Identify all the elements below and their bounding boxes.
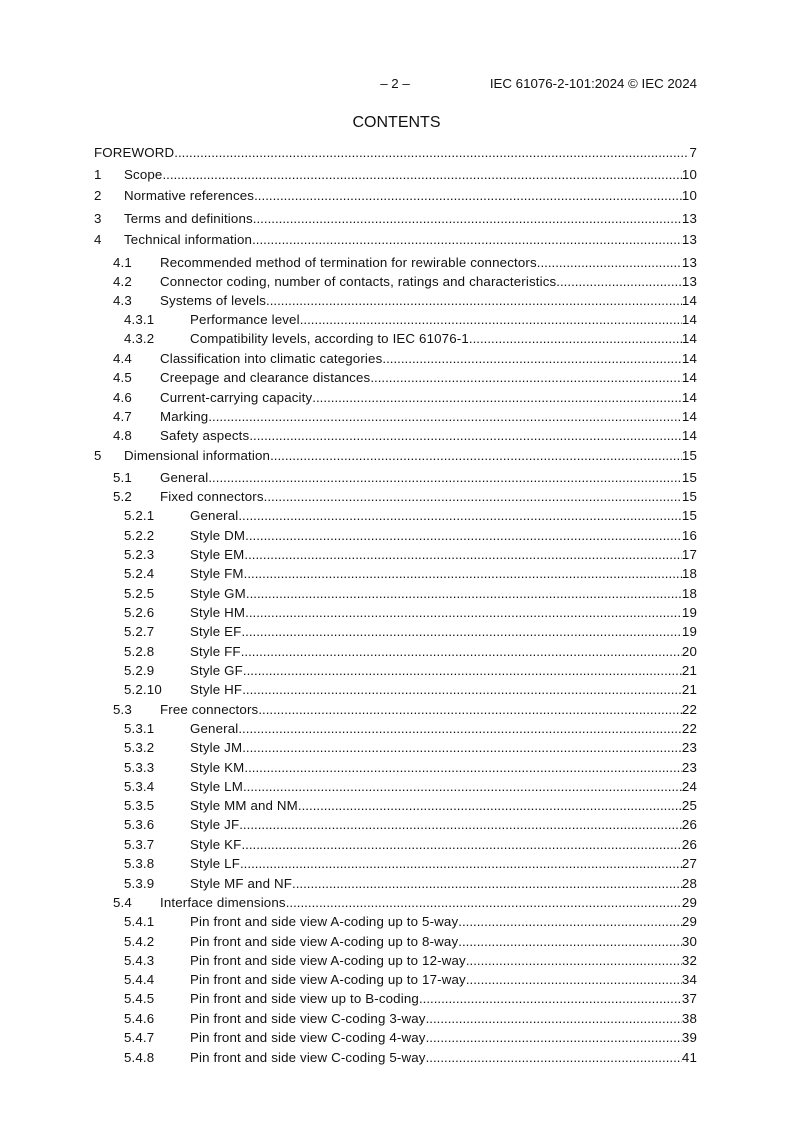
toc-dot-leader (556, 274, 682, 290)
toc-entry-page: 28 (681, 876, 697, 891)
toc-entry-title: Creepage and clearance distances (160, 370, 371, 385)
toc-dot-leader (174, 145, 689, 161)
toc-entry-title: Style EF (190, 624, 242, 639)
toc-entry-5-2-4[interactable] (124, 566, 697, 582)
toc-entry-title: Technical information (124, 232, 253, 247)
toc-entry-number: 5.2.2 (124, 528, 155, 543)
toc-dot-leader (382, 351, 682, 367)
toc-entry-foreword[interactable] (94, 145, 697, 161)
toc-entry-number: 5.3.9 (124, 876, 155, 891)
toc-entry-number: 5.3.2 (124, 740, 155, 755)
toc-entry-4-4[interactable] (113, 351, 697, 367)
toc-dot-leader (264, 489, 682, 505)
toc-entry-number: 5.4.3 (124, 953, 155, 968)
toc-entry-page: 7 (689, 145, 697, 160)
toc-entry-title: Style MM and NM (190, 798, 298, 813)
toc-entry-page: 13 (681, 211, 697, 226)
toc-dot-leader (208, 470, 682, 486)
toc-entry-number: 4.8 (113, 428, 132, 443)
toc-entry-title: Pin front and side view A-coding up to 12-way (190, 953, 466, 968)
toc-dot-leader (254, 188, 682, 204)
toc-dot-leader (370, 370, 682, 386)
toc-entry-title: Pin front and side view A-coding up to 5-way (190, 914, 459, 929)
toc-dot-leader (286, 895, 682, 911)
toc-entry-5-4-1[interactable] (124, 914, 697, 930)
toc-entry-page: 19 (681, 624, 697, 639)
toc-entry-title: Current-carrying capacity (160, 390, 313, 405)
toc-entry-page: 38 (681, 1011, 697, 1026)
toc-dot-leader (249, 428, 682, 444)
toc-entry-page: 23 (681, 740, 697, 755)
toc-entry-number: 5.4.1 (124, 914, 155, 929)
toc-entry-5-1[interactable] (113, 470, 697, 486)
toc-entry-page: 39 (681, 1030, 697, 1045)
toc-entry-page: 21 (681, 663, 697, 678)
toc-entry-title: Style KM (190, 760, 245, 775)
toc-entry-number: 3 (94, 211, 102, 226)
toc-entry-number: 5 (94, 448, 102, 463)
toc-entry-5-3-8[interactable] (124, 856, 697, 872)
toc-entry-4-5[interactable] (113, 370, 697, 386)
toc-entry-number: 5.3.4 (124, 779, 155, 794)
toc-entry-4-3-2[interactable] (124, 331, 697, 347)
toc-dot-leader (242, 740, 682, 756)
toc-entry-number: 5.2.3 (124, 547, 155, 562)
toc-dot-leader (243, 663, 682, 679)
toc-entry-page: 27 (681, 856, 697, 871)
toc-dot-leader (241, 624, 681, 640)
toc-entry-page: 17 (681, 547, 697, 562)
toc-entry-title: Pin front and side view C-coding 4-way (190, 1030, 426, 1045)
toc-entry-title: Style HM (190, 605, 246, 620)
toc-entry-4-2[interactable] (113, 274, 697, 290)
toc-dot-leader (466, 953, 682, 969)
toc-dot-leader (258, 702, 682, 718)
toc-entry-4[interactable] (94, 232, 697, 248)
toc-entry-title: Style GM (190, 586, 246, 601)
toc-entry-number: 5.2.5 (124, 586, 155, 601)
toc-entry-5-2-5[interactable] (124, 586, 697, 602)
toc-entry-title: General (190, 508, 239, 523)
toc-entry-title: Performance level (190, 312, 300, 327)
toc-dot-leader (458, 914, 682, 930)
toc-entry-title: Style LF (190, 856, 240, 871)
toc-entry-page: 13 (681, 255, 697, 270)
toc-entry-page: 19 (681, 605, 697, 620)
toc-entry-number: 4.6 (113, 390, 132, 405)
toc-entry-5-4[interactable] (113, 895, 697, 911)
toc-dot-leader (466, 972, 682, 988)
toc-dot-leader (300, 312, 682, 328)
toc-entry-5-2-1[interactable] (124, 508, 697, 524)
toc-entry-page: 30 (681, 934, 697, 949)
toc-entry-title: Terms and definitions (124, 211, 253, 226)
toc-entry-5-3-9[interactable] (124, 876, 697, 892)
toc-dot-leader (426, 1030, 682, 1046)
toc-entry-5-4-7[interactable] (124, 1030, 697, 1046)
toc-entry-number: 5.3.1 (124, 721, 155, 736)
toc-entry-5-4-3[interactable] (124, 953, 697, 969)
toc-dot-leader (419, 991, 682, 1007)
toc-entry-number: 5.4 (113, 895, 132, 910)
toc-entry-number: 5.4.2 (124, 934, 155, 949)
toc-entry-title: Style JM (190, 740, 243, 755)
toc-entry-page: 32 (681, 953, 697, 968)
toc-entry-page: 15 (681, 489, 697, 504)
toc-entry-title: Pin front and side view C-coding 3-way (190, 1011, 426, 1026)
toc-entry-5-2-8[interactable] (124, 644, 697, 660)
toc-entry-number: 5.4.6 (124, 1011, 155, 1026)
page-title: CONTENTS (352, 114, 441, 131)
toc-entry-page: 13 (681, 232, 697, 247)
toc-entry-page: 22 (681, 721, 697, 736)
toc-dot-leader (469, 331, 682, 347)
toc-entry-title: General (160, 470, 209, 485)
toc-entry-number: 4.3 (113, 293, 132, 308)
toc-entry-page: 26 (681, 817, 697, 832)
toc-dot-leader (238, 508, 682, 524)
standard-identifier: IEC 61076-2-101:2024 © IEC 2024 (489, 76, 697, 91)
toc-entry-page: 14 (681, 331, 697, 346)
toc-entry-number: 5.1 (113, 470, 132, 485)
toc-entry-number: 4.7 (113, 409, 132, 424)
toc-dot-leader (245, 528, 682, 544)
toc-entry-title: Pin front and side view C-coding 5-way (190, 1050, 426, 1065)
toc-dot-leader (270, 448, 682, 464)
toc-dot-leader (246, 586, 682, 602)
toc-entry-5-2-10[interactable] (124, 682, 697, 698)
toc-dot-leader (238, 721, 682, 737)
toc-entry-title: Pin front and side view A-coding up to 17-way (190, 972, 466, 987)
toc-entry-5-2-7[interactable] (124, 624, 697, 640)
toc-entry-title: Safety aspects (160, 428, 250, 443)
toc-entry-title: Style JF (190, 817, 240, 832)
toc-entry-title: Style KF (190, 837, 242, 852)
toc-entry-number: 4.3.1 (124, 312, 155, 327)
toc-entry-title: Systems of levels (160, 293, 267, 308)
toc-entry-number: 4.5 (113, 370, 132, 385)
toc-entry-page: 14 (681, 409, 697, 424)
toc-entry-5-3-5[interactable] (124, 798, 697, 814)
toc-entry-page: 15 (681, 448, 697, 463)
toc-entry-number: 5.2.9 (124, 663, 155, 678)
toc-entry-title: Normative references (124, 188, 255, 203)
toc-entry-title: Classification into climatic categories (160, 351, 383, 366)
toc-entry-5-2-3[interactable] (124, 547, 697, 563)
toc-entry-5-4-4[interactable] (124, 972, 697, 988)
toc-entry-page: 25 (681, 798, 697, 813)
toc-entry-5-3-6[interactable] (124, 817, 697, 833)
toc-entry-2[interactable] (94, 188, 697, 204)
toc-entry-page: 29 (681, 895, 697, 910)
toc-entry-page: 10 (681, 188, 697, 203)
toc-entry-number: 4.4 (113, 351, 132, 366)
toc-dot-leader (266, 293, 682, 309)
toc-entry-title: Style EM (190, 547, 245, 562)
toc-dot-leader (252, 232, 682, 248)
toc-dot-leader (253, 211, 682, 227)
toc-dot-leader (537, 255, 682, 271)
toc-dot-leader (240, 856, 682, 872)
toc-entry-number: 5.3.8 (124, 856, 155, 871)
toc-entry-number: 5.2.4 (124, 566, 155, 581)
toc-entry-page: 14 (681, 390, 697, 405)
toc-entry-number: 5.2.6 (124, 605, 155, 620)
toc-entry-page: 20 (681, 644, 697, 659)
toc-entry-title: Fixed connectors (160, 489, 264, 504)
toc-entry-page: 29 (681, 914, 697, 929)
toc-dot-leader (241, 837, 681, 853)
toc-dot-leader (244, 547, 682, 563)
toc-entry-5-2-9[interactable] (124, 663, 697, 679)
toc-entry-5[interactable] (94, 448, 697, 464)
toc-entry-5-3[interactable] (113, 702, 697, 718)
toc-entry-5-3-3[interactable] (124, 760, 697, 776)
toc-entry-5-3-7[interactable] (124, 837, 697, 853)
toc-entry-title: Pin front and side view up to B-coding (190, 991, 419, 1006)
toc-entry-5-4-8[interactable] (124, 1050, 697, 1066)
toc-entry-number: 5.3 (113, 702, 132, 717)
toc-entry-number: 2 (94, 188, 102, 203)
toc-entry-title: Style FF (190, 644, 241, 659)
toc-dot-leader (244, 566, 682, 582)
toc-entry-number: 5.4.7 (124, 1030, 155, 1045)
toc-entry-title: Dimensional information (124, 448, 271, 463)
toc-entry-page: 15 (681, 508, 697, 523)
toc-entry-page: 34 (681, 972, 697, 987)
toc-entry-number: 5.4.8 (124, 1050, 155, 1065)
toc-entry-4-3-1[interactable] (124, 312, 697, 328)
toc-entry-5-2-6[interactable] (124, 605, 697, 621)
toc-entry-5-4-6[interactable] (124, 1011, 697, 1027)
toc-entry-4-3[interactable] (113, 293, 697, 309)
toc-dot-leader (162, 167, 681, 183)
toc-entry-page: 14 (681, 312, 697, 327)
toc-entry-page: 26 (681, 837, 697, 852)
toc-dot-leader (426, 1050, 682, 1066)
toc-entry-4-8[interactable] (113, 428, 697, 444)
toc-dot-leader (312, 390, 682, 406)
toc-entry-5-3-1[interactable] (124, 721, 697, 737)
toc-entry-4-7[interactable] (113, 409, 697, 425)
toc-entry-number: 5.2.7 (124, 624, 155, 639)
toc-entry-title: Style MF and NF (190, 876, 293, 891)
toc-dot-leader (241, 644, 682, 660)
toc-dot-leader (243, 779, 682, 795)
toc-entry-number: 4.2 (113, 274, 132, 289)
toc-entry-page: 14 (681, 428, 697, 443)
toc-entry-number: 5.2.8 (124, 644, 155, 659)
toc-entry-5-3-2[interactable] (124, 740, 697, 756)
toc-entry-page: 41 (681, 1050, 697, 1065)
toc-entry-number: 5.2 (113, 489, 132, 504)
toc-entry-title: Scope (124, 167, 163, 182)
toc-entry-page: 13 (681, 274, 697, 289)
toc-entry-page: 37 (681, 991, 697, 1006)
toc-entry-page: 15 (681, 470, 697, 485)
toc-entry-number: 4 (94, 232, 102, 247)
toc-entry-title: Interface dimensions (160, 895, 286, 910)
toc-entry-5-4-5[interactable] (124, 991, 697, 1007)
toc-entry-5-2[interactable] (113, 489, 697, 505)
toc-entry-page: 14 (681, 351, 697, 366)
toc-entry-number: 4.3.2 (124, 331, 155, 346)
toc-dot-leader (244, 760, 682, 776)
toc-entry-title: Free connectors (160, 702, 259, 717)
toc-entry-1[interactable] (94, 167, 697, 183)
toc-entry-title: Marking (160, 409, 209, 424)
toc-entry-page: 18 (681, 566, 697, 581)
toc-entry-title: Pin front and side view A-coding up to 8-way (190, 934, 459, 949)
toc-dot-leader (208, 409, 682, 425)
toc-entry-number: 5.4.4 (124, 972, 155, 987)
toc-entry-title: Style DM (190, 528, 246, 543)
page-number-label: – 2 – (380, 76, 410, 91)
toc-entry-page: 14 (681, 293, 697, 308)
toc-dot-leader (458, 934, 682, 950)
toc-dot-leader (245, 605, 682, 621)
toc-entry-page: 23 (681, 760, 697, 775)
toc-entry-title: Recommended method of termination for rewirable connectors (160, 255, 537, 270)
toc-entry-number: 4.1 (113, 255, 132, 270)
toc-dot-leader (426, 1011, 682, 1027)
toc-entry-3[interactable] (94, 211, 697, 227)
toc-entry-number: 1 (94, 167, 102, 182)
toc-entry-number: 5.3.3 (124, 760, 155, 775)
toc-entry-page: 21 (681, 682, 697, 697)
toc-entry-title: Style LM (190, 779, 243, 794)
toc-entry-5-2-2[interactable] (124, 528, 697, 544)
toc-entry-title: Style FM (190, 566, 244, 581)
toc-entry-title: FOREWORD (94, 145, 175, 160)
toc-entry-number: 5.2.10 (124, 682, 162, 697)
toc-entry-5-3-4[interactable] (124, 779, 697, 795)
toc-entry-title: Style HF (190, 682, 243, 697)
toc-entry-title: Compatibility levels, according to IEC 61076-1 (190, 331, 469, 346)
toc-entry-number: 5.2.1 (124, 508, 155, 523)
toc-entry-number: 5.3.5 (124, 798, 155, 813)
toc-entry-number: 5.3.7 (124, 837, 155, 852)
toc-dot-leader (298, 798, 682, 814)
toc-dot-leader (239, 817, 682, 833)
toc-dot-leader (292, 876, 682, 892)
toc-entry-4-1[interactable] (113, 255, 697, 271)
toc-entry-page: 10 (681, 167, 697, 182)
toc-entry-title: General (190, 721, 239, 736)
toc-entry-5-4-2[interactable] (124, 934, 697, 950)
toc-dot-leader (242, 682, 682, 698)
toc-entry-page: 16 (681, 528, 697, 543)
toc-entry-title: Connector coding, number of contacts, ratings and characteristics (160, 274, 557, 289)
toc-entry-4-6[interactable] (113, 390, 697, 406)
toc-entry-title: Style GF (190, 663, 243, 678)
toc-entry-page: 24 (681, 779, 697, 794)
toc-entry-page: 18 (681, 586, 697, 601)
toc-entry-number: 5.4.5 (124, 991, 155, 1006)
toc-entry-page: 14 (681, 370, 697, 385)
toc-entry-page: 22 (681, 702, 697, 717)
toc-entry-number: 5.3.6 (124, 817, 155, 832)
